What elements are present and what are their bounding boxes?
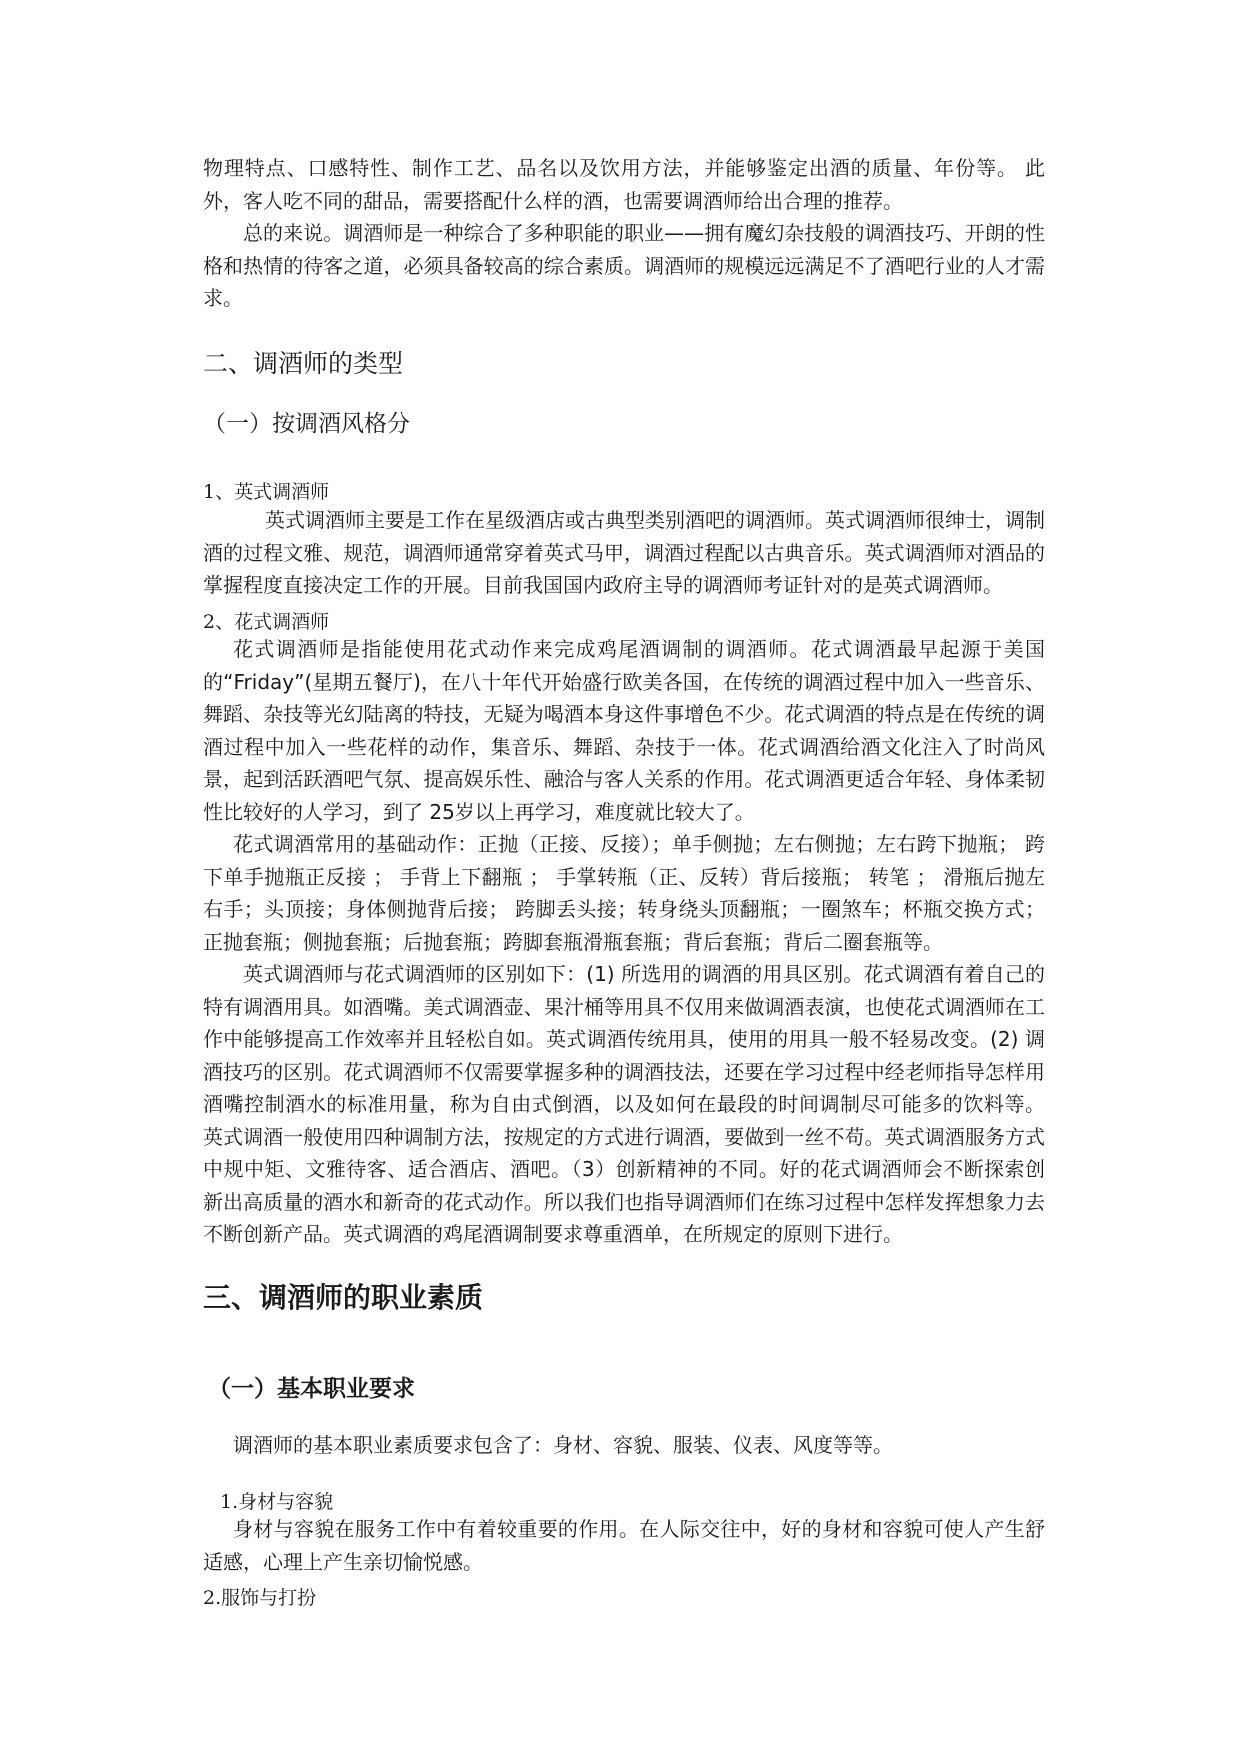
- item-flair-bartender: 2、花式调酒师: [203, 611, 330, 633]
- paragraph-flair-bartender: 花式调酒师是指能使用花式动作来完成鸡尾酒调制的调酒师。花式调酒最早起源于美国的“Friday”(星期五餐厅)，在八十年代开始盛行欧美各国，在传统的调酒过程中加入一些音乐、舞蹈、杂技等光幻陆离的特技，无疑为喝酒本身这件事增色不少。花式调酒的特点是在传统的调酒过程中加入一些花样的动作，集音乐、舞蹈、杂技于一体。花式调酒给酒文化注入了时尚风景，起到活跃酒吧气氛、提高娱乐性、融洽与客人关系的作用。花式调酒更适合年轻、身体柔韧性比较好的人学习，到了 25岁以上再学习，难度就比较大了。: [203, 637, 1045, 824]
- paragraph-basic-quality: 调酒师的基本职业素质要求包含了：身材、容貌、服装、仪表、风度等等。: [233, 1433, 893, 1457]
- heading-basic-requirements: （一）基本职业要求: [208, 1376, 415, 1402]
- paragraph-intro-end: 物理特点、口感特性、制作工艺、品名以及饮用方法，并能够鉴定出酒的质量、年份等。 此外，客人吃不同的甜品，需要搭配什么样的酒，也需要调酒师给出合理的推荐。: [203, 156, 1045, 213]
- heading-bartender-types: 二、调酒师的类型: [203, 349, 404, 378]
- item-english-bartender: 1、英式调酒师: [203, 481, 330, 503]
- item-figure-appearance: 1.身材与容貌: [220, 1491, 334, 1513]
- paragraph-english-bartender: 英式调酒师主要是工作在星级酒店或古典型类别酒吧的调酒师。英式调酒师很绅士，调制酒的过程文雅、规范，调酒师通常穿着英式马甲，调酒过程配以古典音乐。英式调酒师对酒品的掌握程度直接决定工作的开展。目前我国国内政府主导的调酒师考证针对的是英式调酒师。: [203, 508, 1045, 597]
- heading-by-style: （一）按调酒风格分: [203, 411, 410, 437]
- heading-professional-quality: 三、调酒师的职业素质: [203, 1281, 484, 1314]
- paragraph-figure-appearance: 身材与容貌在服务工作中有着较重要的作用。在人际交往中，好的身材和容貌可使人产生舒适感，心理上产生亲切愉悦感。: [203, 1517, 1045, 1574]
- paragraph-flair-moves: 花式调酒常用的基础动作：正抛（正接、反接）；单手侧抛；左右侧抛；左右跨下抛瓶； 跨下单手抛瓶正反接 ； 手背上下翻瓶 ； 手掌转瓶（正、反转）背后接瓶； 转笔 ； 滑瓶后抛左右手；头顶接；身体侧抛背后接； 跨脚丢头接；转身绕头顶翻瓶；一圈煞车；杯瓶交换方式；正抛套瓶；侧抛套瓶；后抛套瓶；跨脚套瓶滑瓶套瓶；背后套瓶；背后二圈套瓶等。: [203, 832, 1045, 954]
- paragraph-differences: 英式调酒师与花式调酒师的区别如下：(1) 所选用的调酒的用具区别。花式调酒有着自己的特有调酒用具。如酒嘴。美式调酒壶、果汁桶等用具不仅用来做调酒表演，也使花式调酒师在工作中能够提高工作效率并且轻松自如。英式调酒传统用具，使用的用具一般不轻易改变。(2) 调酒技巧的区别。花式调酒师不仅需要掌握多种的调酒技法，还要在学习过程中经老师指导怎样用酒嘴控制酒水的标准用量，称为自由式倒酒，以及如何在最段的时间调制尽可能多的饮料等。 英式调酒一般使用四种调制方法，按规定的方式进行调酒，要做到一丝不苟。英式调酒服务方式中规中矩、文雅待客、适合酒店、酒吧。（3）创新精神的不同。好的花式调酒师会不断探索创新出高质量的酒水和新奇的花式动作。所以我们也指导调酒师们在练习过程中怎样发挥想象力去不断创新产品。英式调酒的鸡尾酒调制要求尊重酒单，在所规定的原则下进行。: [203, 962, 1045, 1246]
- paragraph-summary: 总的来说。调酒师是一种综合了多种职能的职业——拥有魔幻杂技般的调酒技巧、开朗的性格和热情的待客之道，必须具备较高的综合素质。调酒师的规模远远满足不了酒吧行业的人才需求。: [203, 221, 1045, 310]
- item-dress-grooming: 2.服饰与打扮: [203, 1587, 317, 1609]
